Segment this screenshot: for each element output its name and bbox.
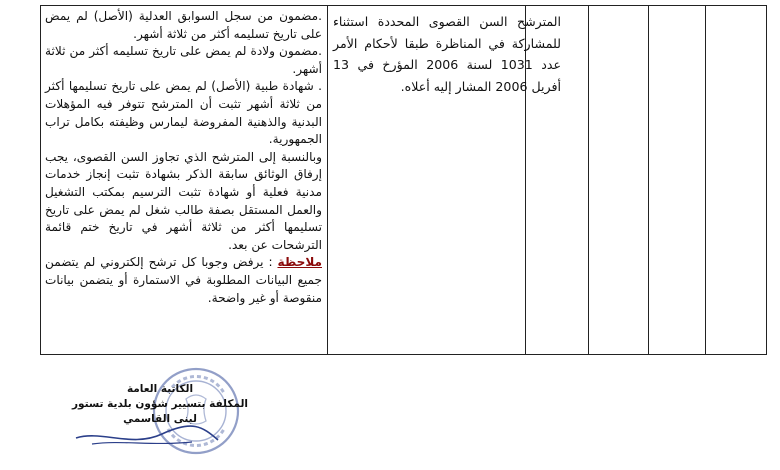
column-divider bbox=[588, 6, 589, 354]
birth-certificate-item: .مضمون ولادة لم يمض على تاريخ تسليمه أكثر من ثلاثة أشهر. bbox=[45, 44, 322, 76]
over-age-candidates-item: وبالنسبة إلى المترشح الذي تجاوز السن القصوى، يجب إرفاق الوثائق سابقة الذكر بشهادة تثبت إنجاز خدمات مدنية فعلية أو شهادة تثبت الترسيم بمكتب التشغيل والعمل المستقل بصفة طالب شغل لم يمض على تاريخ تسليمها أكثر من ثلاثة أشهر في تاريخ ختم قائمة الترشحات عن بعد. bbox=[45, 149, 322, 252]
note-text: : يرفض وجوبا كل ترشح إلكتروني لم يتضمن جميع البيانات المطلوبة في الاستمارة أو يتضمن بيانات منقوصة أو غير واضحة. bbox=[45, 255, 322, 305]
note-paragraph bbox=[45, 254, 322, 307]
requirements-table bbox=[40, 5, 767, 355]
required-documents-cell bbox=[45, 8, 322, 307]
handwritten-signature bbox=[72, 420, 222, 450]
column-divider bbox=[705, 6, 706, 354]
note-label: ملاحظة bbox=[277, 255, 322, 270]
column-divider bbox=[648, 6, 649, 354]
candidate-age-cell: المترشح السن القصوى المحددة استثناء للمشاركة في المناظرة طبقا لأحكام الأمر عدد 1031 لسنة 2006 المؤرخ في 13 أفريل 2006 المشار إليه أعلاه. bbox=[333, 14, 561, 94]
criminal-record-item: .مضمون من سجل السوابق العدلية (الأصل) لم يمض على تاريخ تسليمه أكثر من ثلاثة أشهر. bbox=[45, 9, 322, 41]
medical-certificate-item: . شهادة طبية (الأصل) لم يمض على تاريخ تسليمها أكثر من ثلاثة أشهر تثبت أن المترشح تتوفر فيه المؤهلات البدنية والذهنية المفروضة ليمارس وظيفته بكامل تراب الجمهورية. bbox=[45, 79, 322, 147]
column-divider bbox=[327, 6, 328, 354]
signatory-name: لبنى القاسمي bbox=[123, 413, 197, 425]
signatory-title: الكاتبة العامة bbox=[126, 383, 194, 395]
signatory-role: المكلفة بتسيير شؤون بلدية تستور bbox=[71, 398, 249, 410]
